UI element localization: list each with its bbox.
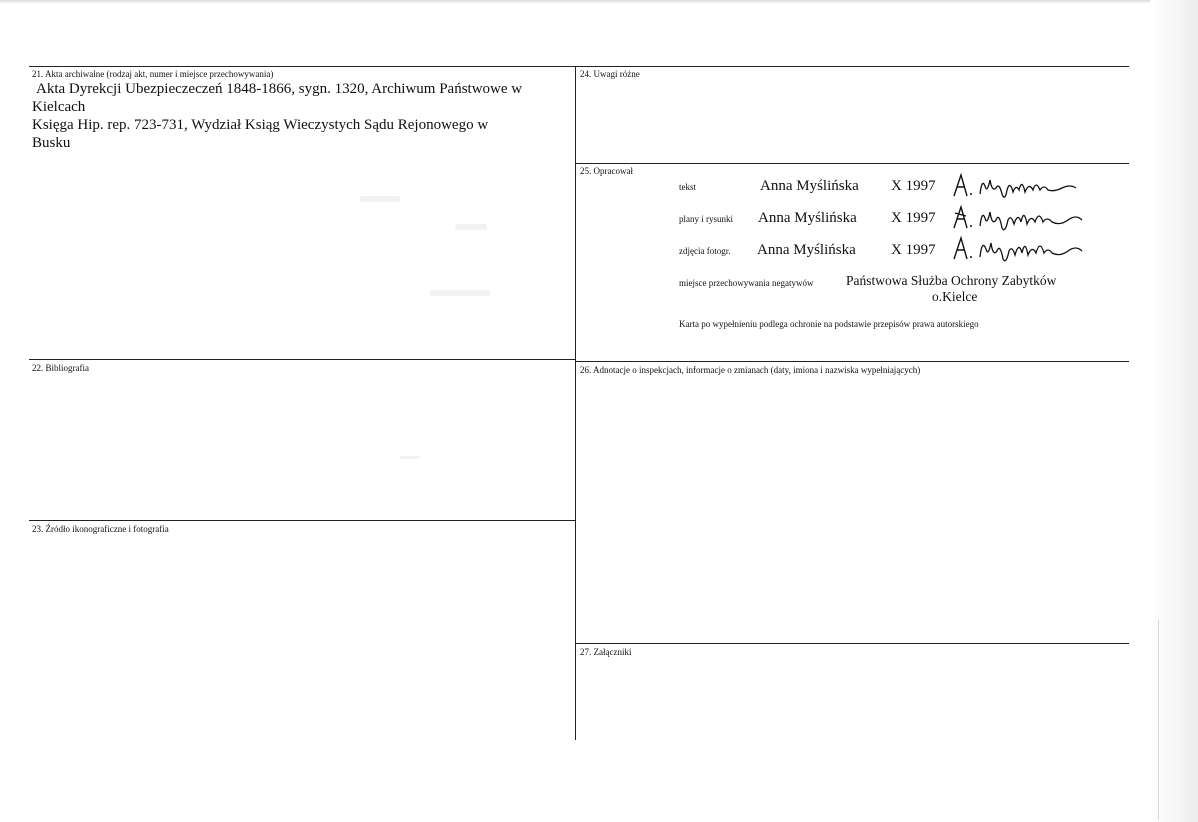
signature-2 <box>952 204 1092 232</box>
section-22-label: 22. Bibliografia <box>32 363 89 373</box>
signature-1 <box>952 172 1092 200</box>
rule-25-26 <box>576 361 1129 362</box>
section-21-value <box>32 80 572 152</box>
section-21-label: 21. Akta archiwalne (rodzaj akt, numer i miejsce przechowywania) <box>32 69 274 79</box>
signature-3 <box>952 235 1092 263</box>
section-24-label: 24. Uwagi różne <box>580 69 640 79</box>
author-date: X 1997 <box>891 178 936 194</box>
bleed-through-mark <box>360 196 400 202</box>
rule-center-divider <box>575 66 576 740</box>
archive-line-2: Kielcach <box>32 99 86 115</box>
author-date: X 1997 <box>891 210 936 226</box>
author-name: Anna Myślińska <box>758 210 857 226</box>
negatives-value-2: o.Kielce <box>932 289 978 304</box>
section-27-label: 27. Załączniki <box>580 647 632 657</box>
bleed-through-mark <box>400 456 420 459</box>
author-name: Anna Myślińska <box>757 242 856 258</box>
section-26-label: 26. Adnotacje o inspekcjach, informacje o zmianach (daty, imiona i nazwiska wypełniających) <box>580 365 921 375</box>
rule-top-right <box>576 66 1129 67</box>
copyright-note: Karta po wypełnieniu podlega ochronie na podstawie przepisów prawa autorskiego <box>679 319 979 329</box>
archive-line-1: Akta Dyrekcji Ubezpieczeczeń 1848-1866, sygn. 1320, Archiwum Państwowe w <box>36 81 523 97</box>
rule-26-27 <box>576 643 1129 644</box>
rule-top-left <box>29 66 575 67</box>
bleed-through-mark <box>430 290 490 296</box>
role-plans-label: plany i rysunki <box>679 214 733 224</box>
role-photos-label: zdjęcia fotogr. <box>679 246 731 256</box>
rule-24-25 <box>576 163 1129 164</box>
role-text-label: tekst <box>679 182 696 192</box>
section-23-label: 23. Źródło ikonograficzne i fotografia <box>32 524 169 534</box>
negatives-value-1: Państwowa Służba Ochrony Zabytków <box>846 273 1057 288</box>
archive-line-4: Busku <box>32 135 71 151</box>
section-25-label: 25. Opracował <box>580 166 633 176</box>
scan-top-edge <box>0 0 1198 4</box>
negatives-label: miejsce przechowywania negatywów <box>679 278 814 288</box>
bleed-through-mark <box>455 224 487 230</box>
author-date: X 1997 <box>891 242 936 258</box>
rule-22-23 <box>29 520 575 521</box>
archive-line-3: Księga Hip. rep. 723-731, Wydział Ksiąg Wieczystych Sądu Rejonowego w <box>32 117 489 133</box>
rule-21-22 <box>29 359 575 360</box>
scan-fold-line <box>1158 620 1159 820</box>
author-name: Anna Myślińska <box>760 178 859 194</box>
